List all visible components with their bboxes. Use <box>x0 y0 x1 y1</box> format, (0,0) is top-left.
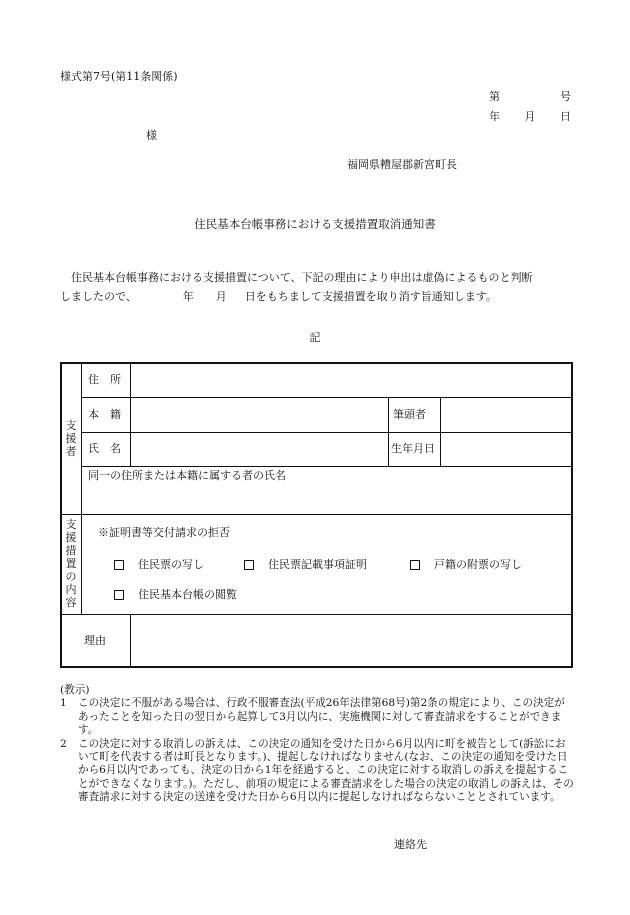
date-month: 月 <box>524 110 536 123</box>
document-title: 住民基本台帳事務における支援措置取消通知書 <box>194 217 436 231</box>
checkbox-etsuran[interactable] <box>114 590 124 600</box>
form-number: 様式第7号(第11条関係) <box>60 70 178 83</box>
name-label: 氏 名 <box>88 442 121 455</box>
body-paragraph <box>60 268 575 306</box>
body-line-2 <box>60 287 575 306</box>
household-members-label: 同一の住所または本籍に属する者の氏名 <box>88 469 286 482</box>
option-kisai-jiko-label: 住民票記載事項証明 <box>268 558 367 571</box>
number-prefix: 第 <box>489 90 500 103</box>
note-item-2 <box>60 738 575 805</box>
ki-marker: 記 <box>309 331 321 344</box>
notes-heading: (教示) <box>60 684 90 696</box>
body-line-2-start: しましたので、 <box>60 290 137 303</box>
option-koseki-fuhyo-label: 戸籍の附票の写し <box>434 558 522 571</box>
supported-person-label: 支援者 <box>65 419 77 458</box>
checkbox-juminhyo[interactable] <box>114 560 124 570</box>
option-juminhyo-label: 住民票の写し <box>138 558 204 571</box>
contact-label: 連絡先 <box>394 838 427 851</box>
checkbox-koseki-fuhyo[interactable] <box>410 560 420 570</box>
instruction-notes <box>60 684 575 805</box>
option-etsuran[interactable] <box>114 588 237 602</box>
number-suffix: 号 <box>560 90 571 103</box>
date-year: 年 <box>489 110 500 123</box>
honseki-label: 本 籍 <box>88 408 121 421</box>
birthdate-label: 生年月日 <box>391 442 435 455</box>
address-label: 住 所 <box>88 373 121 386</box>
note-item-1-text: この決定に不服がある場合は、行政不服審査法(平成26年法律第68号)第2条の規定により、この決定があったことを知った日の翌日から起算して3月以内に、実施機関に対して審査請求をすることができます。 <box>78 697 565 737</box>
hittousha-label: 筆頭者 <box>393 408 426 421</box>
checkbox-kisai-jiko[interactable] <box>244 560 254 570</box>
option-juminhyo[interactable] <box>114 558 204 572</box>
date-day: 日 <box>560 110 571 123</box>
option-koseki-fuhyo[interactable] <box>410 558 522 572</box>
body-line-1: 住民基本台帳事務における支援措置について、下記の理由により申出は虚偽によるものと判断 <box>71 271 533 284</box>
note-item-1 <box>60 697 575 737</box>
option-kisai-jiko[interactable] <box>244 558 367 572</box>
support-measure-label: 支援措置の内容 <box>65 518 77 609</box>
body-month: 月 <box>215 290 227 303</box>
measure-heading: ※証明書等交付請求の拒否 <box>98 526 230 539</box>
note-item-1-number: 1 <box>60 697 67 710</box>
issue-date <box>489 110 571 124</box>
issuer: 福岡県糟屋郡新宮町長 <box>347 158 457 171</box>
body-year: 年 <box>182 290 194 303</box>
detail-table <box>60 362 573 668</box>
reason-label: 理由 <box>84 634 106 647</box>
addressee: 様 <box>146 129 157 142</box>
note-item-2-number: 2 <box>60 737 67 750</box>
body-line-2-end: 日をもちまして支援措置を取り消す旨通知します。 <box>244 290 497 303</box>
document-number <box>489 90 571 104</box>
option-etsuran-label: 住民基本台帳の閲覧 <box>138 588 237 601</box>
note-item-2-text: この決定に対する取消しの訴えは、この決定の通知を受けた日から6月以内に町を被告として(訴訟において町を代表する者は町長となります。)、提起しなければなりません(なお、この決定の通知を受けた日から6月以内であっても、決定の日から1年を経過すると、この決定に対する取消しの訴えを提起することができなくなります。)。ただし、前項の規定による審査請求をした場合の決定の取消しの訴えは、その審査請求に対する決定の送達を受けた日から6月以内に提起しなければならないこととされています。 <box>78 737 574 804</box>
